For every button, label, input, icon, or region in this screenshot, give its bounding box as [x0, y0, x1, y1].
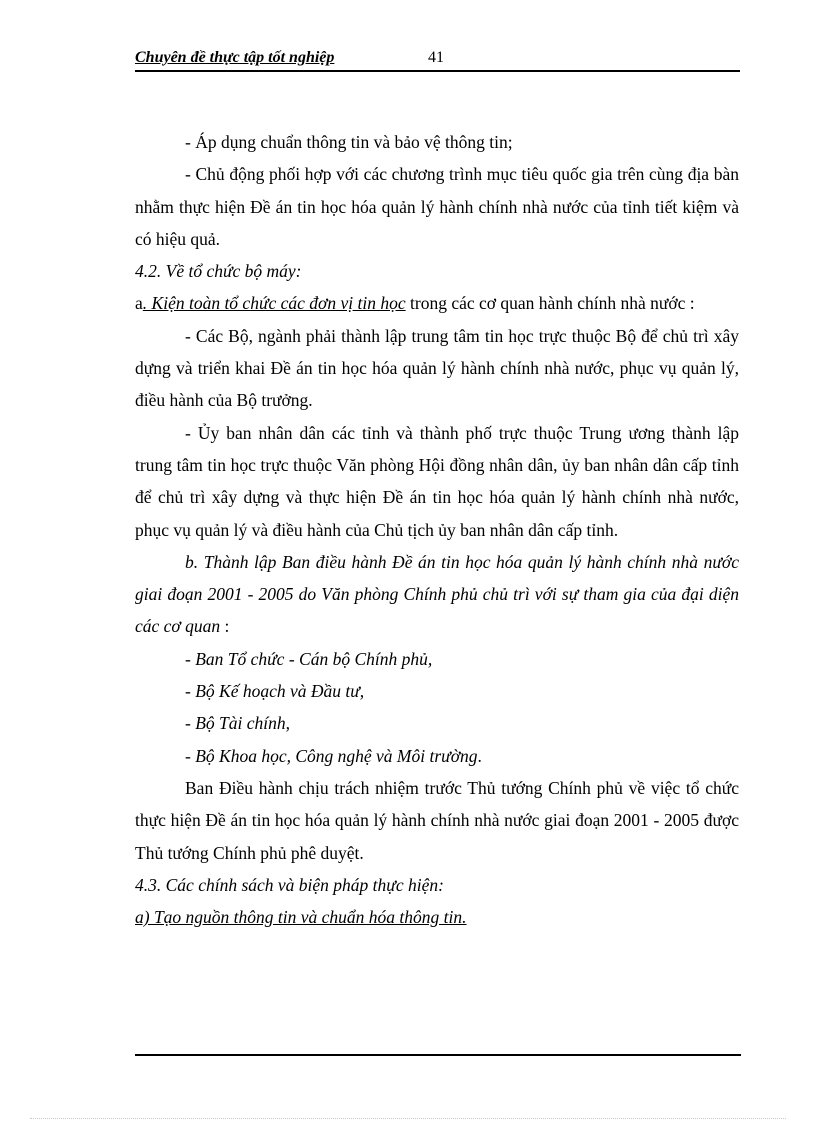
item-a-organization: [135, 287, 739, 319]
footer-rule: [135, 1054, 741, 1056]
document-body: [135, 126, 739, 933]
member-item-last: [135, 740, 739, 772]
paragraph-provinces: - Ủy ban nhân dân các tỉnh và thành phố trực thuộc Trung ương thành lập trung tâm tin học trực thuộc Văn phòng Hội đồng nhân dân, ủy ban nhân dân cấp tỉnh để chủ trì xây dựng và thực hiện Đề án tin học hóa quản lý hành chính nhà nước, phục vụ quản lý và điều hành của Chủ tịch ủy ban nhân dân cấp tỉnh.: [135, 422, 739, 540]
page-number: 41: [428, 49, 444, 66]
paragraph-coordination: - Chủ động phối hợp với các chương trình mục tiêu quốc gia trên cùng địa bàn nhằm thực hiện Đề án tin học hóa quản lý hành chính nhà nước của tỉnh tiết kiệm và có hiệu quả.: [135, 164, 739, 249]
paragraph-responsibility: Ban Điều hành chịu trách nhiệm trước Thủ tướng Chính phủ về việc tổ chức thực hiện Đề án tin học hóa quản lý hành chính nhà nước giai đoạn 2001 - 2005 được Thủ tướng Chính phủ phê duyệt.: [135, 777, 739, 863]
item-a-label: a: [135, 293, 143, 314]
section-heading-4-3: 4.3. Các chính sách và biện pháp thực hiện:: [135, 874, 444, 895]
member-item-text: - Bộ Khoa học, Công nghệ và Môi trường: [185, 745, 478, 766]
item-b-colon: :: [220, 616, 230, 637]
header-title: Chuyên đề thực tập tốt nghiệp: [135, 49, 335, 66]
member-item: - Bộ Kế hoạch và Đầu tư,: [185, 681, 365, 702]
member-item: - Ban Tổ chức - Cán bộ Chính phủ,: [185, 648, 433, 669]
paragraph-standards: - Áp dụng chuẩn thông tin và bảo vệ thông tin;: [185, 132, 513, 152]
item-a-information-source: a) Tạo nguồn thông tin và chuẩn hóa thông tin.: [135, 907, 467, 928]
item-b-text: b. Thành lập Ban điều hành Đề án tin học hóa quản lý hành chính nhà nước giai đoạn 2001 - 2005 do Văn phòng Chính phủ chủ trì với sự tham gia của đại diện các cơ quan: [135, 551, 739, 637]
section-heading-4-2: 4.2. Về tổ chức bộ máy:: [135, 261, 302, 282]
page-edge: [30, 1118, 786, 1119]
member-item-end: .: [477, 745, 482, 766]
page-header: [135, 48, 740, 72]
paragraph-ministries: - Các Bộ, ngành phải thành lập trung tâm tin học trực thuộc Bộ để chủ trì xây dựng và triển khai Đề án tin học hóa quản lý hành chính nhà nước, phục vụ quản lý, điều hành của Bộ trưởng.: [135, 325, 739, 411]
member-item: - Bộ Tài chính,: [185, 713, 290, 734]
item-a-title: . Kiện toàn tổ chức các đơn vị tin học: [142, 293, 406, 314]
item-a-rest: trong các cơ quan hành chính nhà nước :: [405, 293, 695, 314]
item-b-steering-committee: [135, 546, 739, 643]
